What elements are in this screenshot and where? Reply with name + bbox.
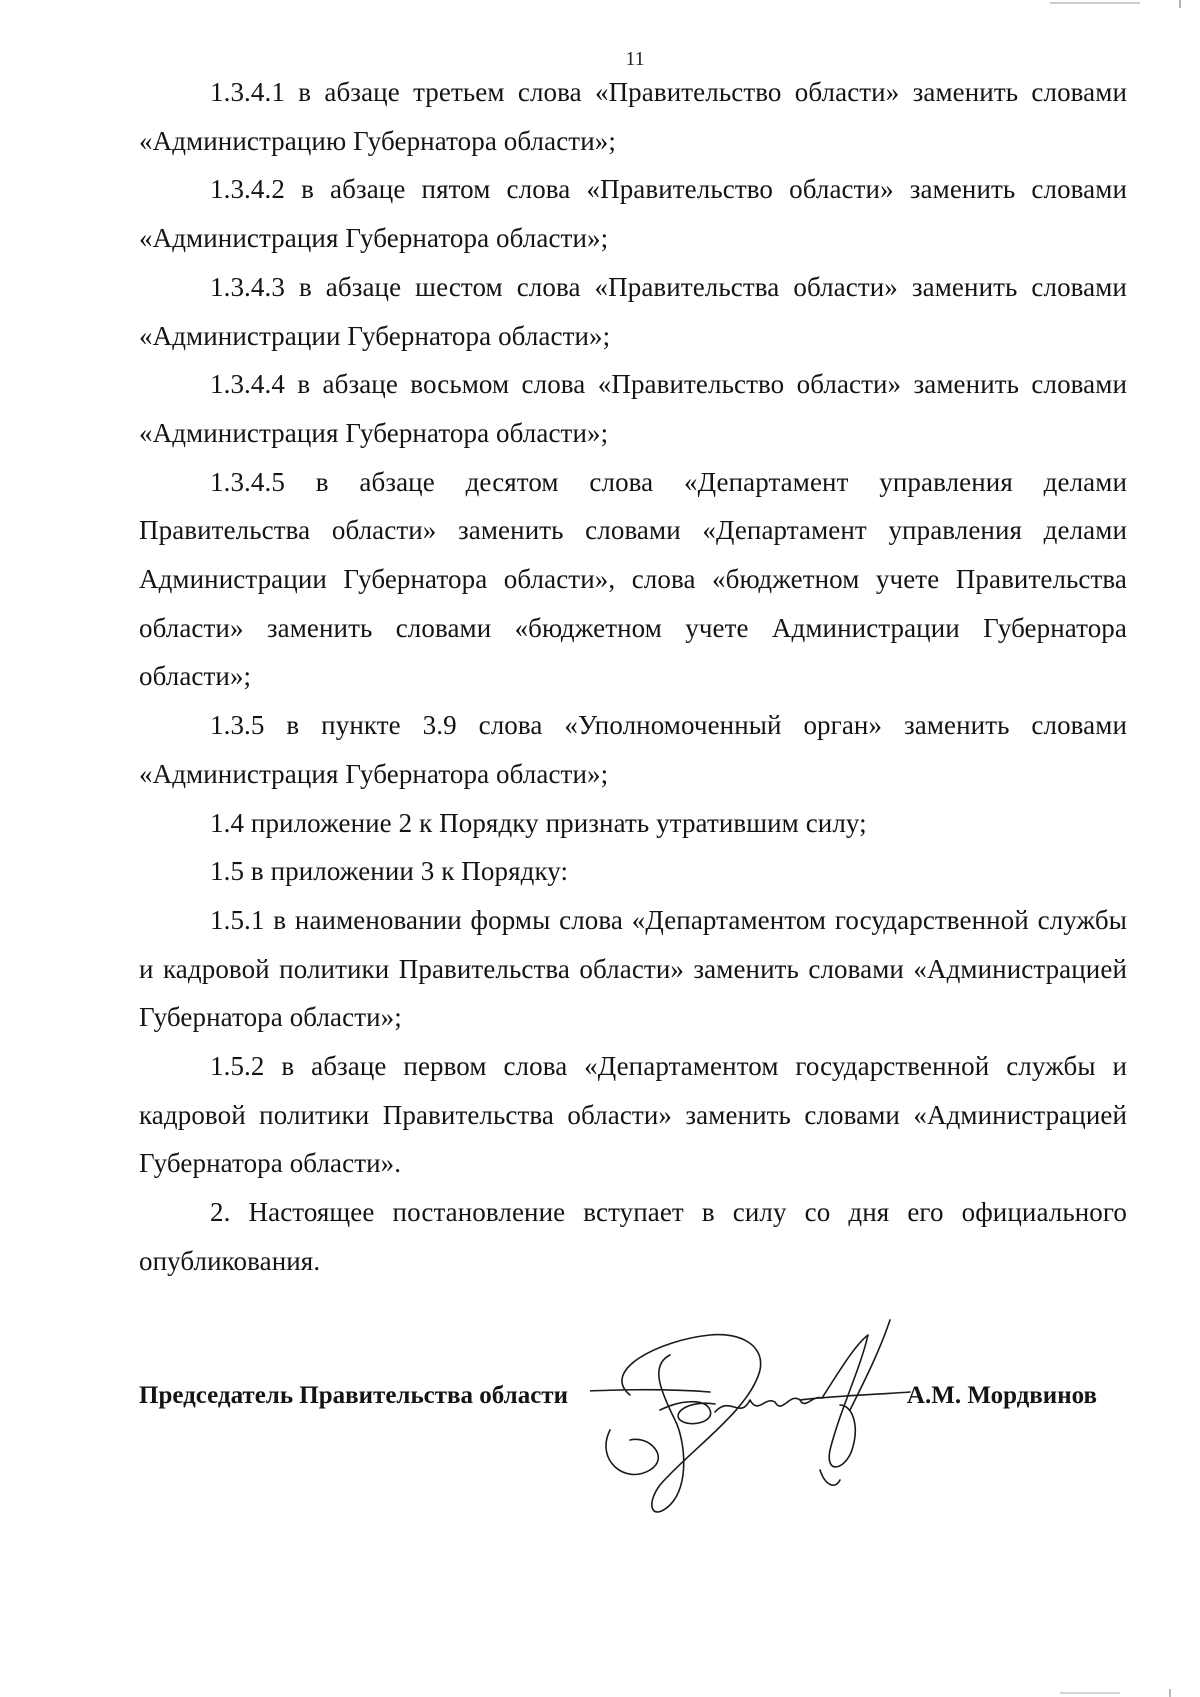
paragraph-1-5-2: 1.5.2 в абзаце первом слова «Департаментом государственной службы и кадровой политики Правительства области» заменить словами «Администрацией Губернатора области». <box>139 1051 1127 1179</box>
paragraph-1-4: 1.4 приложение 2 к Порядку признать утратившим силу; <box>210 807 867 838</box>
paragraph-1-3-4-2: 1.3.4.2 в абзаце пятом слова «Правительство области» заменить словами «Администрация Губернатора области»; <box>139 174 1127 254</box>
scan-edge-marks-top <box>0 0 1200 8</box>
paragraph-1-3-4-1: 1.3.4.1 в абзаце третьем слова «Правительство области» заменить словами «Администрацию Губернатора области»; <box>139 77 1127 156</box>
paragraph-1-3-4-5: 1.3.4.5 в абзаце десятом слова «Департамент управления делами Правительства области» заменить словами «Департамент управления делами Администрации Губернатора области», слова «бюджетном учете Правительства области» заменить словами «бюджетном учете Администрации Губернатора области»; <box>139 466 1127 692</box>
paragraph-1-3-5: 1.3.5 в пункте 3.9 слова «Уполномоченный орган» заменить словами «Администрация Губернатора области»; <box>139 710 1127 789</box>
handwritten-signature <box>590 1300 950 1530</box>
document-body <box>139 68 1127 1286</box>
paragraph-1-3-4-4: 1.3.4.4 в абзаце восьмом слова «Правительство области» заменить словами «Администрация Губернатора области»; <box>139 369 1127 448</box>
paragraph-1-5: 1.5 в приложении 3 к Порядку: <box>210 856 569 887</box>
signatory-position: Председатель Правительства области <box>139 1382 568 1409</box>
page-number: 11 <box>625 48 645 70</box>
paragraph-1-3-4-3: 1.3.4.3 в абзаце шестом слова «Правительства области» заменить словами «Администрации Губернатора области»; <box>139 271 1127 351</box>
scan-edge-marks-bottom <box>0 1689 1200 1697</box>
paragraph-2: 2. Настоящее постановление вступает в силу со дня его официального опубликования. <box>139 1197 1127 1276</box>
paragraph-1-5-1: 1.5.1 в наименовании формы слова «Департаментом государственной службы и кадровой политики Правительства области» заменить словами «Администрацией Губернатора области»; <box>139 904 1127 1033</box>
signatory-name: А.М. Мордвинов <box>906 1382 1097 1409</box>
